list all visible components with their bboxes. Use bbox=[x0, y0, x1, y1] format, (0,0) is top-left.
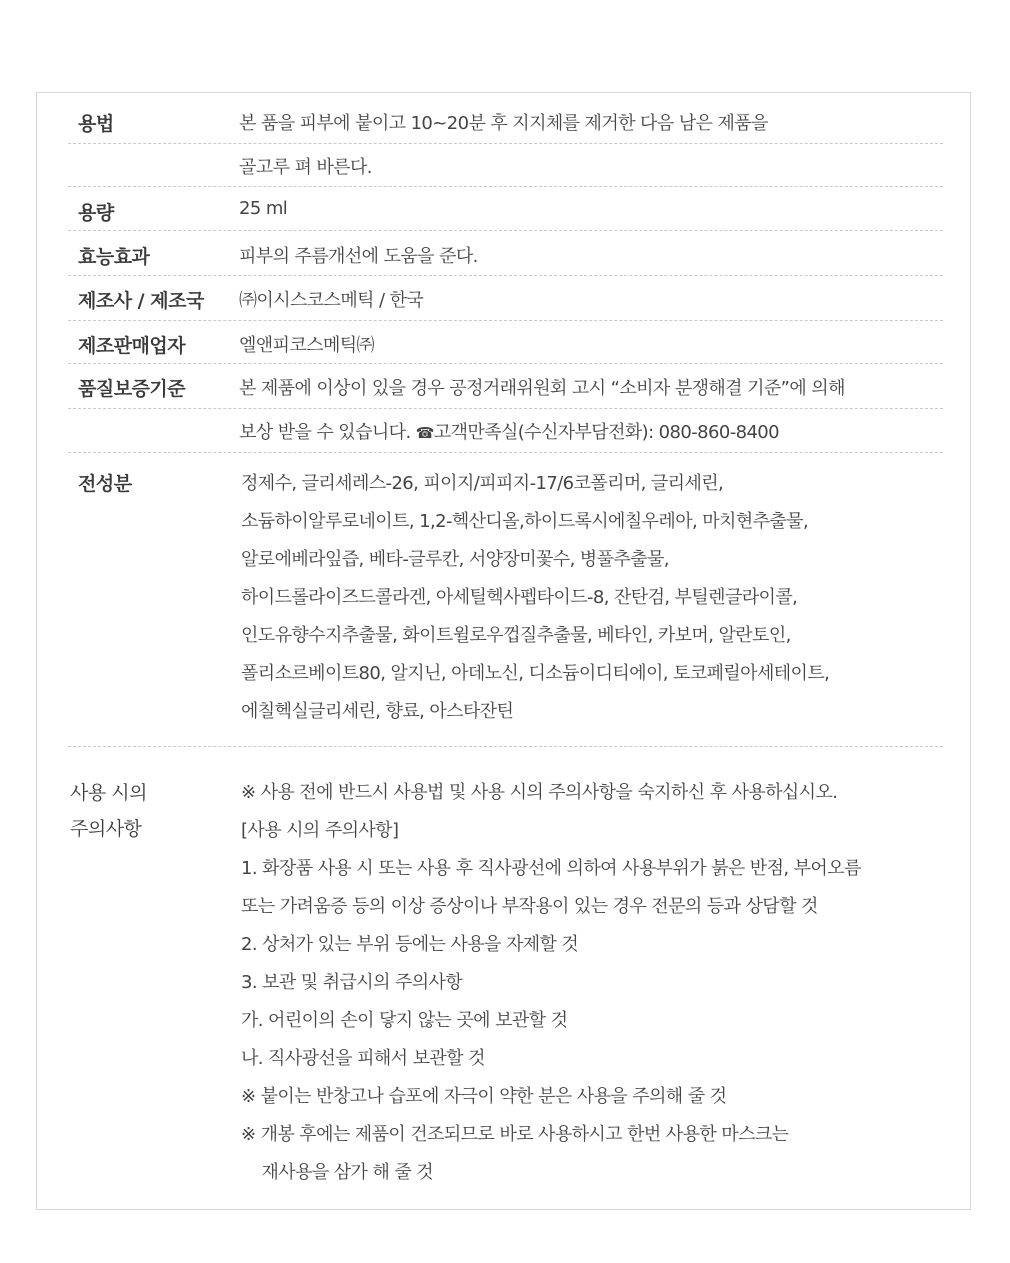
caution-line: 나. 직사광선을 피해서 보관할 것 bbox=[241, 1048, 485, 1069]
caution-line: ※ 붙이는 반창고나 습포에 자극이 약한 분은 사용을 주의해 줄 것 bbox=[241, 1086, 727, 1107]
quality-line-2 bbox=[239, 418, 779, 444]
seller-value: 엘앤피코스메틱㈜ bbox=[239, 335, 374, 356]
volume-value: 25 ml bbox=[239, 198, 288, 219]
info-panel bbox=[36, 92, 971, 1210]
caution-line: ※ 개봉 후에는 제품이 건조되므로 바로 사용하시고 한번 사용한 마스크는 bbox=[241, 1124, 789, 1145]
caution-line: 재사용을 삼가 해 줄 것 bbox=[241, 1162, 434, 1183]
divider bbox=[68, 230, 943, 231]
usage-line-1: 본 품을 피부에 붙이고 10~20분 후 지지체를 제거한 다음 남은 제품을 bbox=[239, 113, 768, 134]
volume-label: 용량 bbox=[78, 202, 114, 224]
phone-icon: ☎ bbox=[415, 424, 434, 442]
caution-line: ※ 사용 전에 반드시 사용법 및 사용 시의 주의사항을 숙지하신 후 사용하십시오. bbox=[241, 782, 838, 803]
divider bbox=[68, 746, 943, 747]
caution-line: 가. 어린이의 손이 닿지 않는 곳에 보관할 것 bbox=[241, 1010, 568, 1031]
divider bbox=[68, 186, 943, 187]
effect-value: 피부의 주름개선에 도움을 준다. bbox=[239, 246, 478, 267]
divider bbox=[68, 143, 943, 144]
quality-label: 품질보증기준 bbox=[78, 378, 186, 400]
divider bbox=[68, 452, 943, 453]
caution-line: 1. 화장품 사용 시 또는 사용 후 직사광선에 의하여 사용부위가 붉은 반점, 부어오름 bbox=[241, 858, 861, 879]
quality-contact: 고객만족실(수신자부담전화): 080-860-8400 bbox=[433, 422, 779, 443]
ingredients-line: 폴리소르베이트80, 알지닌, 아데노신, 디소듐이디티에이, 토코페릴아세테이트, bbox=[241, 663, 830, 684]
caution-line: [사용 시의 주의사항] bbox=[241, 820, 399, 841]
quality-line-2-text: 보상 받을 수 있습니다. bbox=[239, 422, 416, 443]
ingredients-line: 인도유향수지추출물, 화이트윌로우껍질추출물, 베타인, 카보머, 알란토인, bbox=[241, 625, 791, 646]
maker-value: ㈜이시스코스메틱 / 한국 bbox=[239, 290, 424, 311]
ingredients-label: 전성분 bbox=[78, 473, 132, 495]
ingredients-line: 소듐하이알루로네이트, 1,2-헥산디올,하이드록시에칠우레아, 마치현추출물, bbox=[241, 511, 809, 532]
ingredients-line: 알로에베라잎즙, 베타-글루칸, 서양장미꽃수, 병풀추출물, bbox=[241, 549, 669, 570]
caution-line: 3. 보관 및 취급시의 주의사항 bbox=[241, 972, 463, 993]
usage-line-2: 골고루 펴 바른다. bbox=[239, 157, 372, 178]
effect-label: 효능효과 bbox=[78, 246, 150, 268]
caution-label-line-2: 주의사항 bbox=[70, 818, 142, 840]
maker-label: 제조사 / 제조국 bbox=[78, 290, 204, 312]
usage-label: 용법 bbox=[78, 113, 114, 135]
divider bbox=[68, 408, 943, 409]
divider bbox=[68, 275, 943, 276]
ingredients-line: 에칠헥실글리세린, 향료, 아스타잔틴 bbox=[241, 701, 514, 722]
quality-line-1: 본 제품에 이상이 있을 경우 공정거래위원회 고시 “소비자 분쟁해결 기준”에 의해 bbox=[239, 378, 845, 399]
ingredients-line: 하이드롤라이즈드콜라겐, 아세틸헥사펩타이드-8, 잔탄검, 부틸렌글라이콜, bbox=[241, 587, 798, 608]
divider bbox=[68, 320, 943, 321]
seller-label: 제조판매업자 bbox=[78, 335, 186, 357]
caution-label-line-1: 사용 시의 bbox=[70, 782, 147, 804]
caution-line: 2. 상처가 있는 부위 등에는 사용을 자제할 것 bbox=[241, 934, 579, 955]
ingredients-line: 정제수, 글리세레스-26, 피이지/피피지-17/6코폴리머, 글리세린, bbox=[241, 473, 724, 494]
caution-line: 또는 가려움증 등의 이상 증상이나 부작용이 있는 경우 전문의 등과 상담할 것 bbox=[241, 896, 818, 917]
divider bbox=[68, 363, 943, 364]
